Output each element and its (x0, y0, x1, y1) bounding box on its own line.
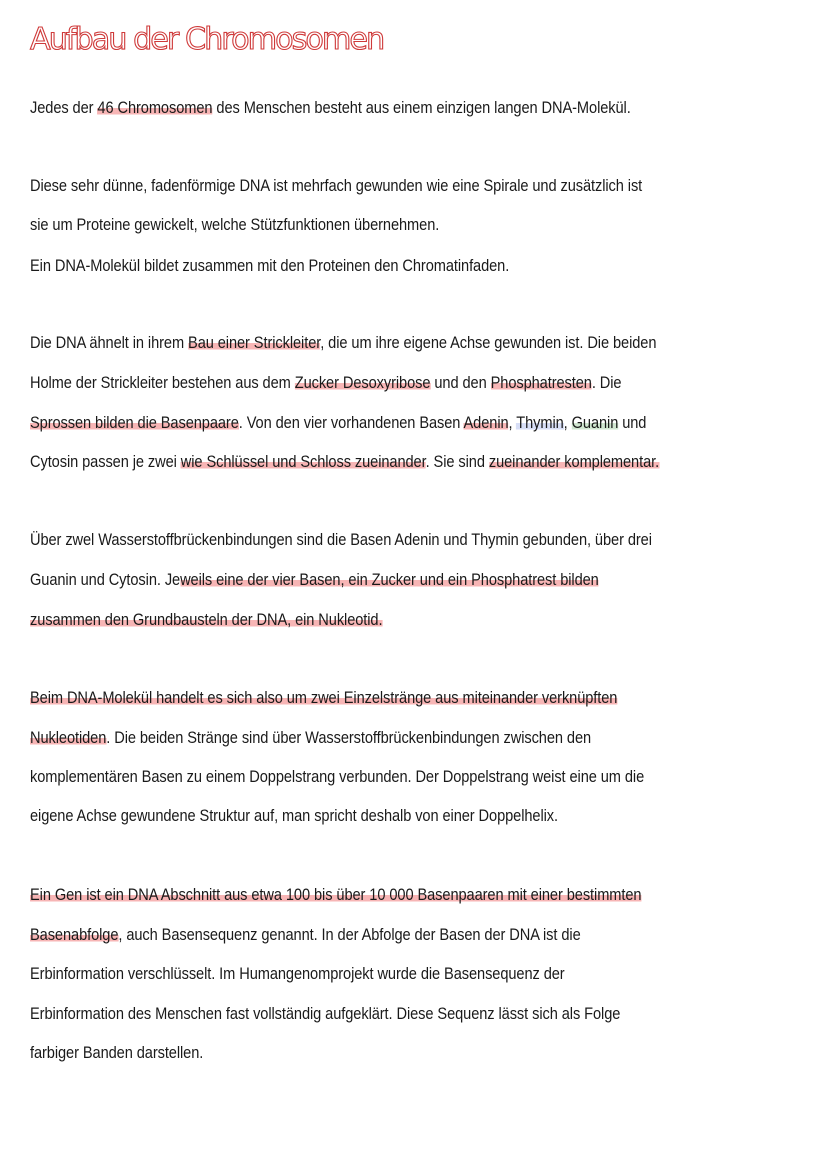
paragraph-4-line-3 (30, 607, 382, 633)
paragraph-3-line-3 (30, 410, 646, 436)
highlight-nukleotid-definition: weils eine der vier Basen, ein Zucker und ein Phosphatrest bilden (180, 570, 599, 589)
paragraph-3-line-2 (30, 370, 621, 396)
paragraph-5-line-1 (30, 685, 617, 711)
highlight-basenabfolge: Basenabfolge (30, 925, 119, 944)
text-span: und den (430, 373, 491, 392)
text-span: und (618, 413, 647, 432)
paragraph-6-line-3: Erbinformation verschlüsselt. Im Humangenomprojekt wurde die Basensequenz der (30, 964, 565, 983)
text-span: . Die beiden Stränge sind über Wasserstoffbrückenbindungen zwischen den (106, 728, 592, 747)
highlight-phosphatresten: Phosphatresten (490, 373, 592, 392)
text-span: des Menschen besteht aus einem einzigen langen DNA-Molekül. (212, 98, 631, 117)
highlight-komplementar: zueinander komplementar. (488, 452, 660, 471)
highlight-guanin: Guanin (571, 413, 619, 432)
paragraph-6-line-5: farbiger Banden darstellen. (30, 1043, 204, 1062)
highlight-adenin: Adenin (463, 413, 509, 432)
paragraph-5-line-3: komplementären Basen zu einem Doppelstrang verbunden. Der Doppelstrang weist eine um die (30, 767, 645, 786)
text-span: , die um ihre eigene Achse gewunden ist. Die beiden (320, 333, 657, 352)
text-span: Guanin und Cytosin. Je (30, 570, 181, 589)
paragraph-4-line-2 (30, 567, 599, 593)
paragraph-2-line-3: Ein DNA-Molekül bildet zusammen mit den Proteinen den Chromatinfaden. (30, 256, 510, 275)
highlight-zucker-desoxyribose: Zucker Desoxyribose (294, 373, 431, 392)
highlight-gen-definition: Ein Gen ist ein DNA Abschnitt aus etwa 100 bis über 10 000 Basenpaaren mit einer bestimmten (30, 885, 642, 904)
highlight-sprossen-basenpaare: Sprossen bilden die Basenpaare (30, 413, 239, 432)
paragraph-5-line-2 (30, 725, 591, 751)
text-span: Holme der Strickleiter bestehen aus dem (30, 373, 295, 392)
text-span: , auch Basensequenz genannt. In der Abfolge der Basen der DNA ist die (118, 925, 581, 944)
paragraph-6-line-4: Erbinformation des Menschen fast vollständig aufgeklärt. Diese Sequenz lässt sich als Folge (30, 1004, 621, 1023)
page-title: Aufbau der Chromosomen (30, 22, 384, 57)
highlight-einzelstraenge: Beim DNA-Molekül handelt es sich also um zwei Einzelstränge aus miteinander verknüpften (30, 688, 618, 707)
text-span: Jedes der (30, 98, 98, 117)
paragraph-2-line-2: sie um Proteine gewickelt, welche Stützfunktionen übernehmen. (30, 215, 440, 234)
paragraph-6-line-1 (30, 882, 641, 908)
paragraph-4-line-1: Über zwel Wasserstoffbrückenbindungen sind die Basen Adenin und Thymin gebunden, über drei (30, 530, 652, 549)
text-span: Cytosin passen je zwei (30, 452, 181, 471)
paragraph-1-line-1 (30, 95, 631, 121)
highlight-grundbaustein: zusammen den Grundbausteln der DNA, ein Nukleotid. (30, 610, 383, 629)
highlight-schluessel-schloss: wie Schlüssel und Schloss zueinander (180, 452, 426, 471)
paragraph-3-line-1 (30, 330, 656, 356)
text-span: , (508, 413, 517, 432)
paragraph-6-line-2 (30, 922, 581, 948)
paragraph-5-line-4: eigene Achse gewundene Struktur auf, man spricht deshalb von einer Doppelhelix. (30, 806, 558, 825)
text-span: Die DNA ähnelt in ihrem (30, 333, 189, 352)
highlight-nukleotiden: Nukleotiden (30, 728, 107, 747)
highlight-bau-strickleiter: Bau einer Strickleiter (188, 333, 321, 352)
paragraph-2-line-1: Diese sehr dünne, fadenförmige DNA ist mehrfach gewunden wie eine Spirale und zusätzlich ist (30, 176, 643, 195)
text-span: . Die (591, 373, 622, 392)
highlight-46-chromosomen: 46 Chromosomen (97, 98, 213, 117)
text-span: . Sie sind (425, 452, 489, 471)
highlight-thymin: Thymin (516, 413, 564, 432)
paragraph-3-line-4 (30, 449, 659, 475)
text-span: , (563, 413, 572, 432)
text-span: . Von den vier vorhandenen Basen (238, 413, 464, 432)
